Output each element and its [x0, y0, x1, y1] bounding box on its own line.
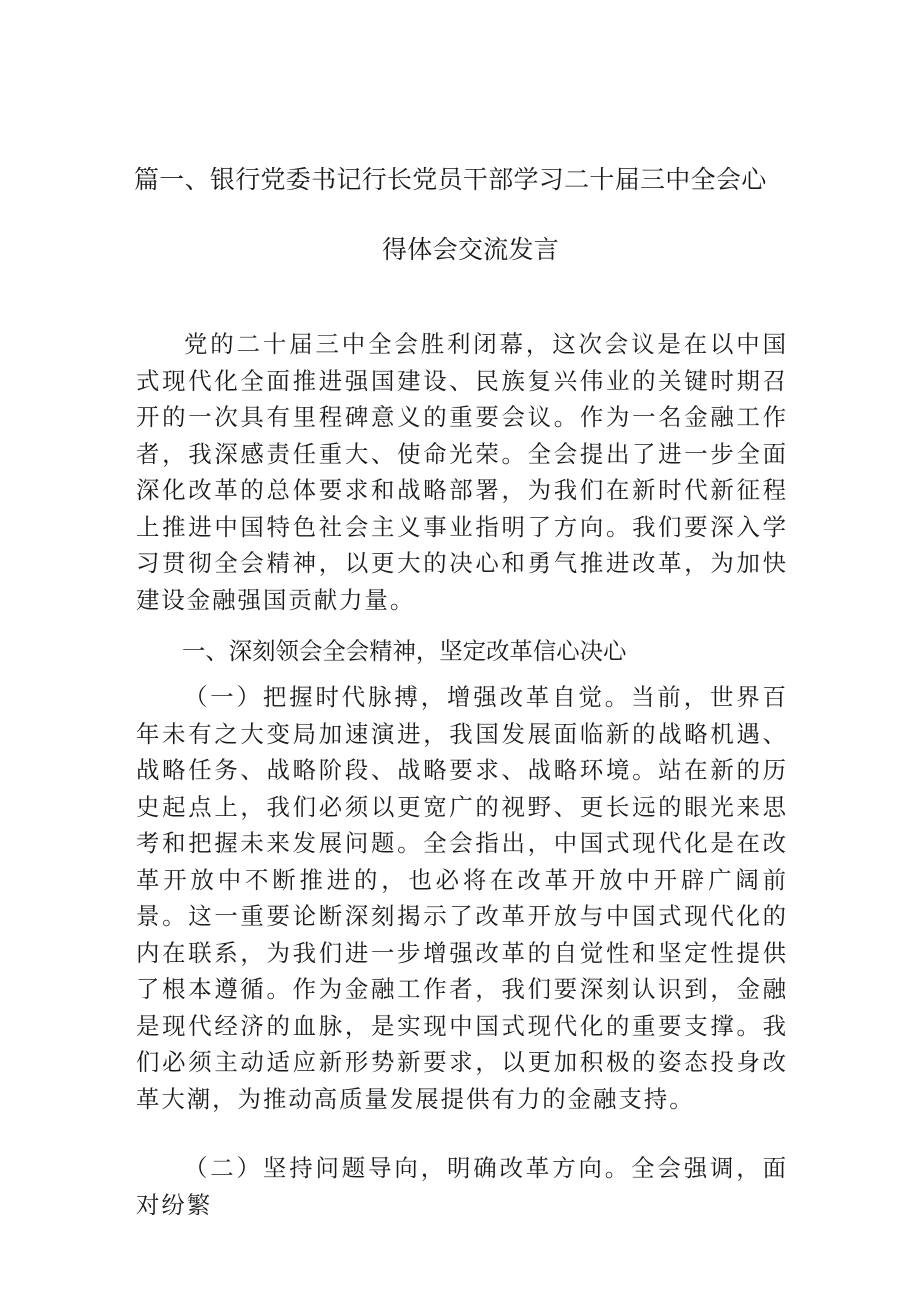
subsection-paragraph-2: （二）坚持问题导向，明确改革方向。全会强调，面对纷繁 — [136, 1154, 788, 1219]
section-heading-1: 一、深刻领会全会精神，坚定改革信心决心 — [182, 637, 627, 665]
subsection-paragraph-1: （一）把握时代脉搏，增强改革自觉。当前，世界百年未有之大变局加速演进，我国发展面临新的战略机遇、战略任务、战略阶段、战略要求、战略环境。站在新的历史起点上，我们必须以更宽广的视野、更长远的眼光来思考和把握未来发展问题。全会指出，中国式现代化是在改革开放中不断推进的，也必将在改革开放中开辟广阔前景。这一重要论断深刻揭示了改革开放与中国式现代化的内在联系，为我们进一步增强改革的自觉性和坚定性提供了根本遵循。作为金融工作者，我们要深刻认识到，金融是现代经济的血脉，是实现中国式现代化的重要支撑。我们必须主动适应新形势新要求，以更加积极的姿态投身改革大潮，为推动高质量发展提供有力的金融支持。 — [136, 683, 788, 1113]
document-title-line-1: 篇一、银行党委书记行长党员干部学习二十届三中全会心 — [134, 165, 767, 194]
intro-paragraph: 党的二十届三中全会胜利闭幕，这次会议是在以中国式现代化全面推进强国建设、民族复兴伟业的关键时期召开的一次具有里程碑意义的重要会议。作为一名金融工作者，我深感责任重大、使命光荣。全会提出了进一步全面深化改革的总体要求和战略部署，为我们在新时代新征程上推进中国特色社会主义事业指明了方向。我们要深入学习贯彻全会精神，以更大的决心和勇气推进改革，为加快建设金融强国贡献力量。 — [136, 330, 788, 614]
document-title-line-2: 得体会交流发言 — [382, 235, 560, 264]
